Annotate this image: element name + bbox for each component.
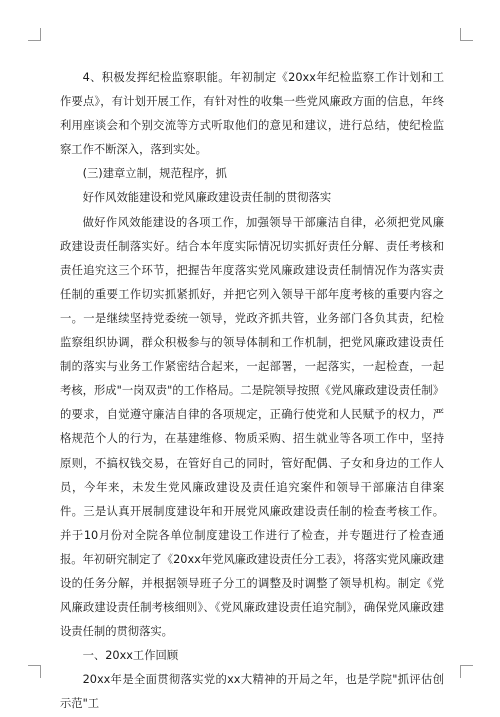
document-body	[60, 66, 444, 717]
section-heading-3: (三)建章立制，规范程序，抓	[82, 167, 227, 181]
crop-mark-top-left	[28, 28, 41, 41]
section-heading-3-continued: 好作风效能建设和党风廉政建设责任制的贯彻落实	[82, 191, 332, 205]
crop-mark-top-right	[460, 28, 473, 41]
crop-mark-bottom-right	[460, 665, 473, 678]
paragraph-review-intro: 20xx年是全面贯彻落实党的xx大精神的开局之年，也是学院"抓评估创示范"工	[60, 673, 444, 711]
section-heading-review: 一、20xx工作回顾	[82, 649, 179, 663]
crop-mark-bottom-left	[28, 665, 41, 678]
paragraph-discipline-inspection: 4、积极发挥纪检监察职能。年初制定《20xx年纪检监察工作计划和工作要点》，有计划开展工作，有针对性的收集一些党风廉政方面的信息，年终利用座谈会和个别交流等方式听取他们的意见和建议，进行总结，使纪检监察工作不断深入，落到实处。	[60, 71, 444, 157]
paragraph-responsibility-system: 做好作风效能建设的各项工作，加强领导干部廉洁自律，必须把党风廉政建设责任制落实好。结合本年度实际情况切实抓好责任分解、责任考核和责任追究这三个环节，把握告年度落实党风廉政建设责任制情况作为落实责任制的重要工作切实抓紧抓好，并把它列入领导干部年度考核的重要内容之一。一是继续坚持党委统一领导，党政齐抓共管，业务部门各负其责，纪检监察组织协调，群众积极参与的领导体制和工作机制，把党风廉政建设责任制的落实与业务工作紧密结合起来，一起部署，一起落实，一起检查，一起考核，形成"一岗双责"的工作格局。二是院领导按照《党风廉政建设责任制》的要求，自觉遵守廉洁自律的各项规定，正确行使党和人民赋予的权力，严格规范个人的行为，在基建维修、物质采购、招生就业等各项工作中，坚持原则，不搞权钱交易，在管好自己的同时，管好配偶、子女和身边的工作人员，今年来，未发生党风廉政建设及责任追究案件和领导干部廉洁自律案件。三是认真开展制度建设年和开展党风廉政建设责任制的检查考核工作。并于10月份对全院各单位制度建设工作进行了检查，并专题进行了检查通报。年初研究制定了《20xx年党风廉政建设责任分工表》，将落实党风廉政建设的任务分解，并根据领导班子分工的调整及时调整了领导机构。制定《党风廉政建设责任制考核细则》、《党风廉政建设责任追究制》，确保党风廉政建设责任制的贯彻落实。	[60, 215, 444, 639]
